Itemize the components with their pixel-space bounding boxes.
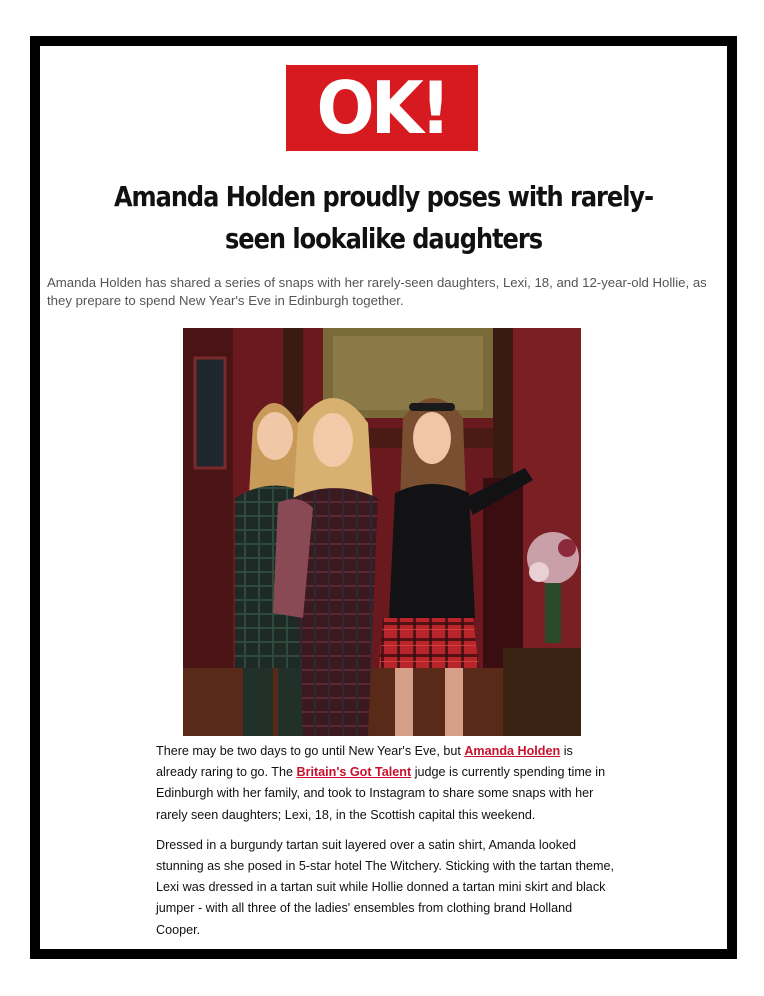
- body-paragraph-1: [156, 741, 616, 826]
- paragraph-1-text-c: judge is currently spending time in Edinburgh with her family, and took to Instagram to share some snaps with her rarely seen daughters; Lexi, 18, in the Scottish capital this weekend.: [156, 765, 606, 822]
- article-standfirst: Amanda Holden has shared a series of snaps with her rarely-seen daughters, Lexi, 18, and 12-year-old Hollie, as they prepare to spend New Year's Eve in Edinburgh together.: [47, 275, 707, 308]
- body-paragraph-2: Dressed in a burgundy tartan suit layered over a satin shirt, Amanda looked stunning as she posed in 5-star hotel The Witchery. Sticking with the tartan theme, Lexi was dressed in a tartan suit while Hollie donned a tartan mini skirt and black jumper - with all three of the ladies' ensembles from clothing brand Holland Cooper.: [156, 837, 615, 937]
- britains-got-talent-link[interactable]: Britain's Got Talent: [296, 765, 412, 780]
- ok-logo[interactable]: [286, 65, 478, 151]
- logo-text: OK!: [316, 66, 448, 150]
- paragraph-1-text-a: There may be two days to go until New Year's Eve, but: [156, 744, 465, 758]
- article-photo: [183, 328, 581, 736]
- amanda-holden-link[interactable]: Amanda Holden: [464, 744, 561, 758]
- article-body: [156, 741, 616, 949]
- paragraph-1-text-b: is already raring to go. The: [156, 744, 573, 780]
- article-headline: Amanda Holden proudly poses with rarely-seen lookalike daughters: [113, 180, 654, 255]
- article-page: [40, 46, 727, 949]
